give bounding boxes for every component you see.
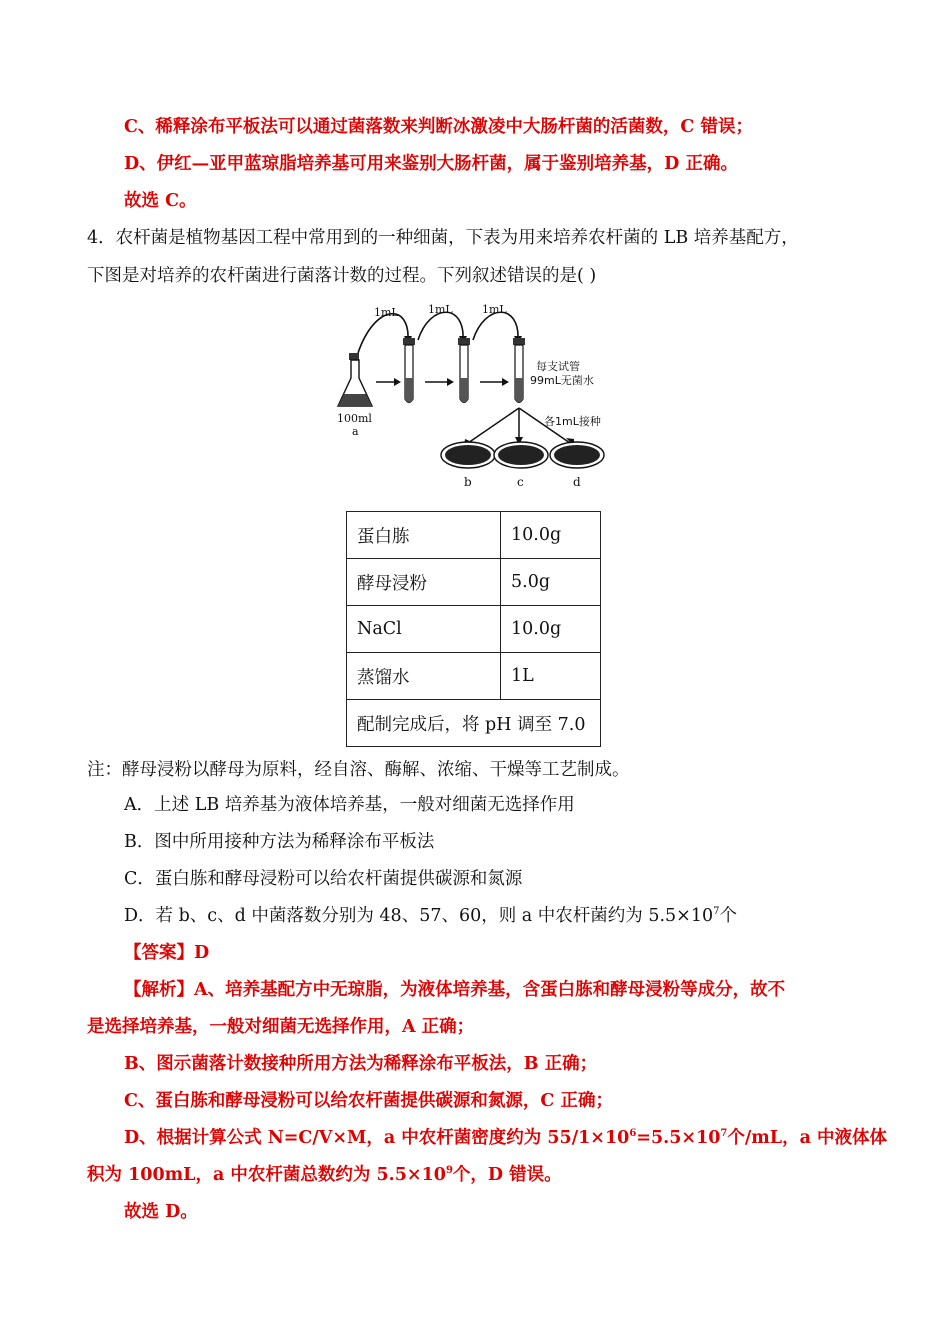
- flask-label: a: [352, 425, 359, 438]
- table-row: [347, 559, 601, 606]
- flask-volume-label: 100ml: [337, 412, 372, 425]
- question-stem-line2: 下图是对培养的农杆菌进行菌落计数的过程。下列叙述错误的是( ): [87, 266, 597, 286]
- ingredient-amount: 1L: [501, 653, 601, 700]
- test-tube-icon: [513, 338, 525, 403]
- petri-dish-icon: [550, 442, 604, 468]
- test-tube-icon: [403, 338, 415, 403]
- tube-note-line1: 每支试管: [536, 360, 580, 373]
- ingredient-amount: 10.0g: [501, 512, 601, 559]
- ingredient-name: NaCl: [347, 606, 501, 653]
- option-d: D．若 b、c、d 中菌落数分别为 48、57、60，则 a 中农杆菌约为 $5.5\times 10^7$个: [124, 906, 737, 926]
- table-note: 注：酵母浸粉以酵母为原料，经自溶、酶解、浓缩、干燥等工艺制成。: [87, 760, 630, 780]
- table-footer-row: [347, 700, 601, 747]
- petri-dish-icon: [441, 442, 495, 468]
- analysis-b: B、图示菌落计数接种所用方法为稀释涂布平板法，B 正确；: [124, 1054, 598, 1074]
- table-footer: 配制完成后，将 pH 调至 7.0: [347, 700, 601, 747]
- lb-medium-table: [346, 511, 601, 747]
- tube-note-line2: 99mL无菌水: [530, 374, 594, 387]
- petri-dish-icon: [494, 442, 548, 468]
- transfer-label-1: 1mL: [374, 306, 399, 319]
- ingredient-amount: 5.0g: [501, 559, 601, 606]
- dilution-diagram: [330, 298, 630, 498]
- table-row: [347, 606, 601, 653]
- analysis-d-line2: 积为 100mL，a 中农杆菌总数约为 $5.5\times 10^9$个，D 错误。: [87, 1165, 562, 1185]
- flask-icon: [338, 353, 372, 406]
- table-row: [347, 512, 601, 559]
- analysis-c: C、蛋白胨和酵母浸粉可以给农杆菌提供碳源和氮源，C 正确；: [124, 1091, 613, 1111]
- table-row: [347, 653, 601, 700]
- ingredient-amount: 10.0g: [501, 606, 601, 653]
- analysis-a-line2: 是选择培养基，一般对细菌无选择作用，A 正确；: [87, 1017, 475, 1037]
- inoculate-label: 各1mL接种: [544, 415, 601, 428]
- test-tube-icon: [458, 338, 470, 403]
- dish-label-c: c: [517, 475, 524, 489]
- prev-analysis-d: D、伊红—亚甲蓝琼脂培养基可用来鉴别大肠杆菌，属于鉴别培养基，D 正确。: [124, 154, 738, 174]
- dish-label-b: b: [464, 475, 472, 489]
- option-b: B．图中所用接种方法为稀释涂布平板法: [124, 832, 435, 852]
- ingredient-name: 蒸馏水: [347, 653, 501, 700]
- answer: 【答案】D: [124, 943, 210, 963]
- transfer-label-3: 1mL: [482, 303, 507, 316]
- option-a: A．上述 LB 培养基为液体培养基，一般对细菌无选择作用: [124, 795, 575, 815]
- analysis-choose: 故选 D。: [124, 1202, 198, 1222]
- dish-label-d: d: [573, 475, 581, 489]
- option-c: C．蛋白胨和酵母浸粉可以给农杆菌提供碳源和氮源: [124, 869, 523, 889]
- prev-choose: 故选 C。: [124, 191, 197, 211]
- ingredient-name: 酵母浸粉: [347, 559, 501, 606]
- ingredient-name: 蛋白胨: [347, 512, 501, 559]
- transfer-label-2: 1mL: [428, 303, 453, 316]
- analysis-a-line1: 【解析】A、培养基配方中无琼脂，为液体培养基，含蛋白胨和酵母浸粉等成分，故不: [124, 980, 786, 1000]
- prev-analysis-c: C、稀释涂布平板法可以通过菌落数来判断冰激凌中大肠杆菌的活菌数，C 错误；: [124, 117, 753, 137]
- analysis-d-line1: D、根据计算公式 N=C/V×M，a 中农杆菌密度约为 $55/1\times 10^6=5.5\times 10^7$个/mL，a 中液体体: [124, 1128, 888, 1148]
- question-stem-line1: 4．农杆菌是植物基因工程中常用到的一种细菌，下表为用来培养农杆菌的 LB 培养基配方，: [87, 228, 799, 248]
